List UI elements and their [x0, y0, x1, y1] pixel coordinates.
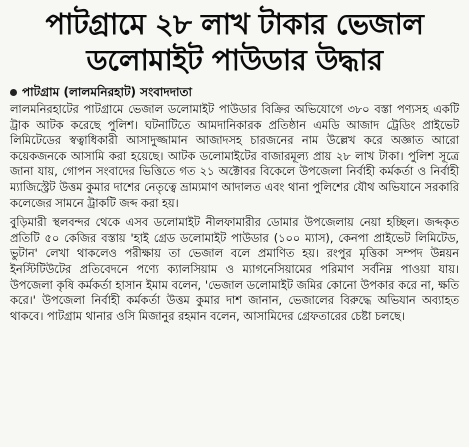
headline — [10, 6, 459, 78]
dateline — [10, 84, 459, 100]
article-paragraph-2: বুড়িমারী স্থলবন্দর থেকে এসব ডলোমাইট নীলফামারীর ডোমার উপজেলায় নেয়া হচ্ছিল। জব্দকৃত প্রতিটি ৫০ কেজির বস্তায় 'হাই গ্রেড ডলোমাইট পাউডার (১০০ ম্যাস), কেনপা প্রাইভেট লিমিটেড, ভুটান' লেখা থাকলেও পরীক্ষায় তা ভেজাল বলে প্রমাণিত হয়। রংপুর মৃত্তিকা সম্পদ উন্নয়ন ইনস্টিটিউটের প্রতিবেদনে পণ্যে ক্যালসিয়াম ও ম্যাগনেসিয়ামের পরিমাণ সর্বনিম্ন পাওয়া যায়। উপজেলা কৃষি কর্মকর্তা হাসান ইমাম বলেন, 'ভেজাল ডলোমাইট জমির কোনো উপকার করে না, ক্ষতি করে।' উপজেলা নির্বাহী কর্মকর্তা উত্তম কুমার দাশ জানান, ভেজালের বিরুদ্ধে অভিযান অব্যাহত থাকবে। পাটগ্রাম থানার ওসি মিজানুর রহমান বলেন, আসামিদের গ্রেফতারের চেষ্টা চলছে। — [10, 216, 459, 323]
bullet-icon — [10, 89, 17, 96]
headline-line-2: ডলোমাইট পাউডার উদ্ধার — [86, 43, 383, 77]
article-paragraph-1: লালমনিরহাটের পাটগ্রামে ভেজাল ডলোমাইট পাউডার বিক্রির অভিযোগে ৩৮০ বস্তা পণ্যসহ একটি ট্রাক আটক করেছে পুলিশ। ঘটনাটিতে আমদানিকারক প্রতিষ্ঠান এমডি আজাদ ট্রেডিং প্রাইভেট লিমিটেডের স্বত্বাধিকারী আসাদুজ্জামান আজাদসহ চারজনের নাম উল্লেখ করে অজ্ঞাত আরো কয়েকজনকে আসামি করা হয়েছে। আটক ডলোমাইটের বাজারমূল্য প্রায় ২৮ লাখ টাকা। পুলিশ সূত্রে জানা যায়, গোপন সংবাদের ভিত্তিতে গত ২১ অক্টোবর বিকেলে উপজেলা নির্বাহী কর্মকর্তা ও নির্বাহী ম্যাজিস্ট্রেট উত্তম কুমার দাশের নেতৃত্বে ভ্রাম্যমাণ আদালত এবং থানা পুলিশের যৌথ অভিযানে সরকারি কলেজের সামনে ট্রাকটি জব্দ করা হয়। — [10, 103, 459, 210]
headline-line-1: পাটগ্রামে ২৮ লাখ টাকার ভেজাল — [45, 7, 424, 41]
dateline-text: পাটগ্রাম (লালমনিরহাট) সংবাদদাতা — [22, 85, 192, 99]
